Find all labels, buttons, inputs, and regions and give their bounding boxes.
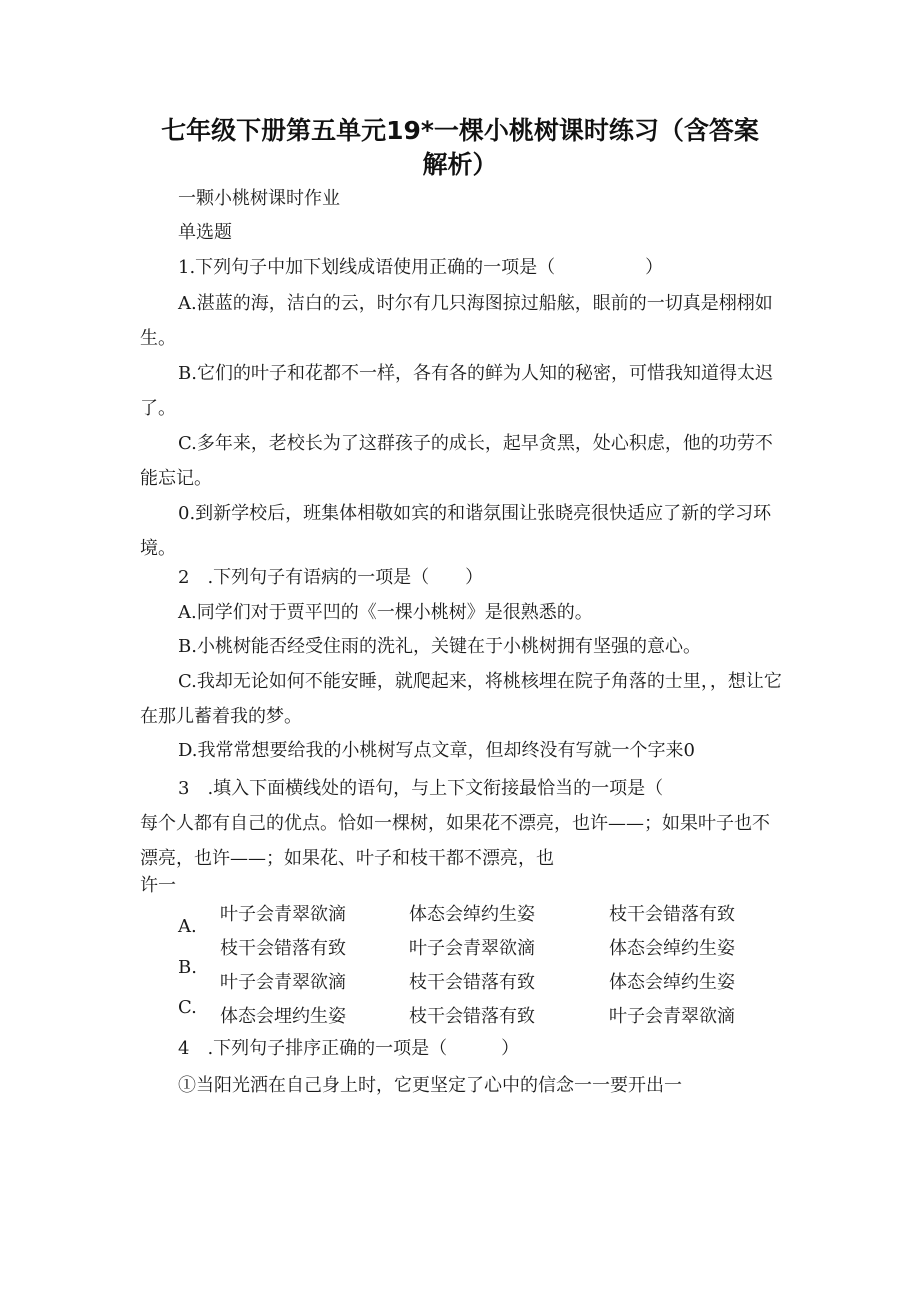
q3-row2-col1: 枝干会错落有致 xyxy=(220,938,346,959)
q4-stem: 4 .下列句子排序正确的一项是（ ） xyxy=(178,1038,520,1059)
q3-row4-col2: 枝干会错落有致 xyxy=(409,1006,535,1027)
subtitle: 一颗小桃树课时作业 xyxy=(178,188,340,209)
q4-item-1: ①当阳光洒在自己身上时，它更坚定了心中的信念一一要开出一 xyxy=(178,1075,682,1096)
q2-option-a: A.同学们对于贾平凹的《一棵小桃树》是很熟悉的。 xyxy=(178,602,593,623)
q3-passage-end: 许一 xyxy=(140,875,176,896)
q3-row4-col3: 叶子会青翠欲滴 xyxy=(609,1006,735,1027)
section-heading: 单选题 xyxy=(178,222,232,243)
q1-stem: 1.下列句子中加下划线成语使用正确的一项是（ ） xyxy=(178,257,664,278)
q3-stem: 3 .填入下面横线处的语句，与上下文衔接最恰当的一项是（ xyxy=(178,778,664,799)
q3-row3-col2: 枝干会错落有致 xyxy=(409,972,535,993)
q1-option-d: 0.到新学校后，班集体相敬如宾的和谐氛围让张晓亮很快适应了新的学习环境。 xyxy=(140,503,772,559)
q3-row2-col2: 叶子会青翠欲滴 xyxy=(409,938,535,959)
q1-option-b: B.它们的叶子和花都不一样，各有各的鲜为人知的秘密，可惜我知道得太迟了。 xyxy=(140,363,773,419)
q3-option-letter-a: A. xyxy=(178,916,197,937)
q3-passage: 每个人都有自己的优点。恰如一棵树，如果花不漂亮，也许——；如果叶子也不漂亮，也许——；如果花、叶子和枝干都不漂亮，也 xyxy=(140,813,770,869)
q3-row4-col1: 体态会埋约生姿 xyxy=(220,1006,346,1027)
document-title-line2: 解析） xyxy=(422,150,498,179)
q3-row1-col3: 枝干会错落有致 xyxy=(609,904,735,925)
q2-option-d: D.我常常想要给我的小桃树写点文章，但却终没有写就一个字来0 xyxy=(178,740,695,761)
q3-row3-col1: 叶子会青翠欲滴 xyxy=(220,972,346,993)
q2-stem: 2 .下列句子有语病的一项是（ ） xyxy=(178,567,484,588)
q3-row2-col3: 体态会绰约生姿 xyxy=(609,938,735,959)
q2-option-b: B.小桃树能否经受住雨的洗礼，关键在于小桃树拥有坚强的意心。 xyxy=(178,636,701,657)
q3-option-letter-c: C. xyxy=(178,997,197,1018)
document-title-line1: 七年级下册第五单元19*一棵小桃树课时练习（含答案 xyxy=(161,116,759,145)
q2-option-c: C.我却无论如何不能安睡，就爬起来，将桃核埋在院子角落的士里，，想让它在那儿蓄着我的梦。 xyxy=(140,671,782,727)
q1-option-c: C.多年来，老校长为了这群孩子的成长，起早贪黑，处心积虑，他的功劳不能忘记。 xyxy=(140,433,773,489)
q1-option-a: A.湛蓝的海，洁白的云，时尔有几只海图掠过船舷，眼前的一切真是栩栩如生。 xyxy=(140,293,773,349)
q3-row1-col2: 体态会绰约生姿 xyxy=(409,904,535,925)
q3-row3-col3: 体态会绰约生姿 xyxy=(609,972,735,993)
q3-row1-col1: 叶子会青翠欲滴 xyxy=(220,904,346,925)
q3-option-letter-b: B. xyxy=(178,957,197,978)
